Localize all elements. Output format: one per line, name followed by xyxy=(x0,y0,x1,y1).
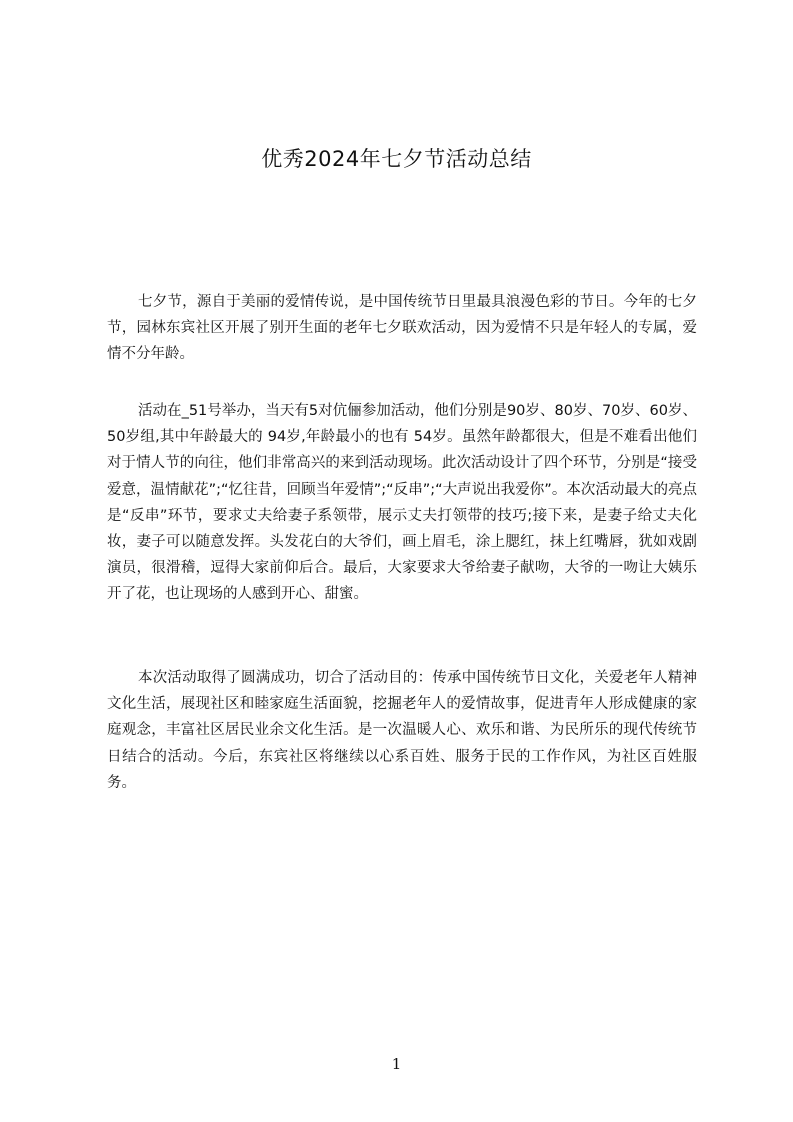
paragraph-intro: 七夕节，源自于美丽的爱情传说，是中国传统节日里最具浪漫色彩的节日。今年的七夕节，园林东宾社区开展了别开生面的老年七夕联欢活动，因为爱情不只是年轻人的专属，爱情不分年龄。 xyxy=(107,294,697,363)
paragraph-conclusion: 本次活动取得了圆满成功，切合了活动目的：传承中国传统节日文化，关爱老年人精神文化生活，展现社区和睦家庭生活面貌，挖掘老年人的爱情故事，促进青年人形成健康的家庭观念，丰富社区居民业余文化生活。是一次温暖人心、欢乐和谐、为民所乐的现代传统节日结合的活动。今后，东宾社区将继续以心系百姓、服务于民的工作作风，为社区百姓服务。 xyxy=(107,670,697,791)
document-title: 优秀2024年七夕节活动总结 xyxy=(261,147,532,171)
page-number: 1 xyxy=(391,1055,402,1073)
paragraph-activity-details: 活动在_51号举办，当天有5对伉俪参加活动，他们分别是90岁、80岁、70岁、60岁、50岁组,其中年龄最大的 94岁,年龄最小的也有 54岁。虽然年龄都很大，但是不难看出他们对于情人节的向往，他们非常高兴的来到活动现场。此次活动设计了四个环节，分别是“接受爱意，温情献花”;“忆往昔，回顾当年爱情”;“反串”;“大声说出我爱你”。本次活动最大的亮点是“反串”环节，要求丈夫给妻子系领带，展示丈夫打领带的技巧;接下来，是妻子给丈夫化妆，妻子可以随意发挥。头发花白的大爷们，画上眉毛，涂上腮红，抹上红嘴唇，犹如戏剧演员，很滑稽，逗得大家前仰后合。最后，大家要求大爷给妻子献吻，大爷的一吻让大姨乐开了花，也让现场的人感到开心、甜蜜。 xyxy=(107,403,697,603)
